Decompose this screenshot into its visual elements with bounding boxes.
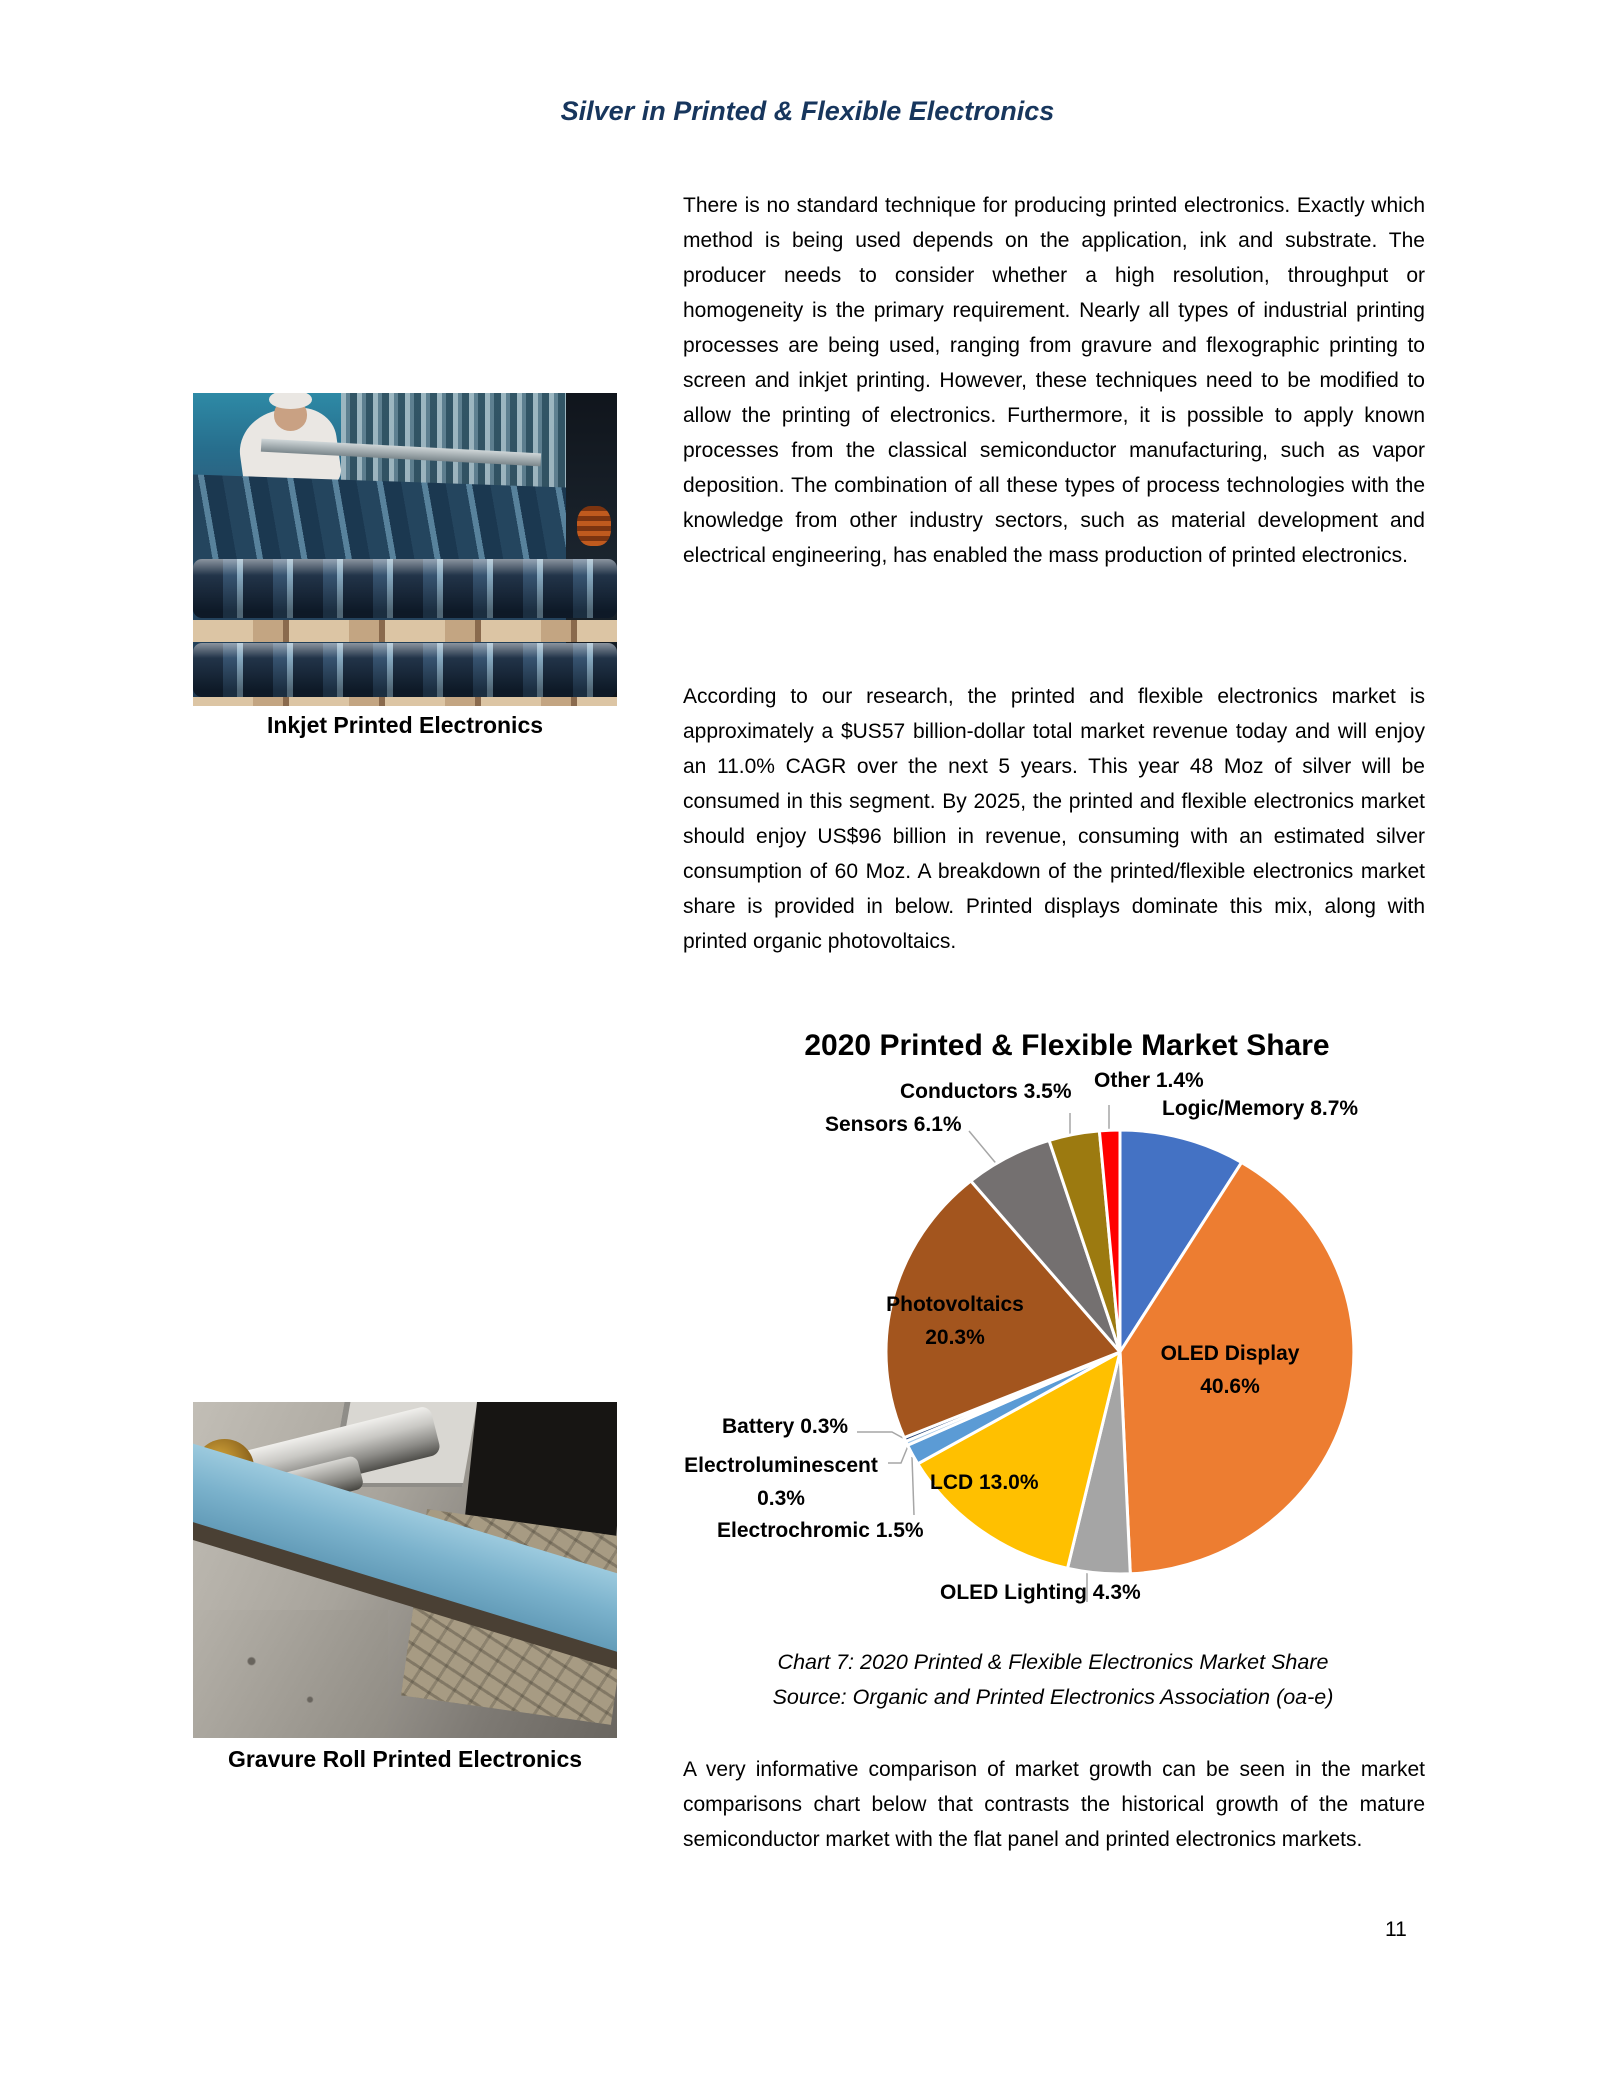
chart-caption-line2: Source: Organic and Printed Electronics Association (oa-e) — [772, 1685, 1334, 1709]
gravure-photo-caption: Gravure Roll Printed Electronics — [227, 1746, 583, 1772]
page-number: 11 — [1385, 1918, 1407, 1941]
page-header-title: Silver in Printed & Flexible Electronics — [560, 96, 1055, 126]
body-paragraph-1: There is no standard technique for producing printed electronics. Exactly which method is being used depends on the application, ink and substrate. The producer needs to consider whether a high resolution, throughput or homogeneity is the primary requirement. Nearly all types of industrial printing processes are being used, ranging from gravure and flexographic printing to screen and inkjet printing. However, these techniques need to be modified to allow the printing of electronics. Furthermore, it is possible to apply known processes from the classical semiconductor manufacturing, such as vapor deposition. The combination of all these types of process technologies with the knowledge from other industry sectors, such as material development and electrical engineering, has enabled the mass production of printed electronics. — [683, 194, 1425, 567]
chart-title: 2020 Printed & Flexible Market Share — [804, 1029, 1330, 1062]
leader-line-electrochromic — [912, 1457, 914, 1515]
pie-label-oled-display-name: OLED Display — [1160, 1342, 1300, 1365]
pie-label-oled-display-pct: 40.6% — [1200, 1375, 1260, 1398]
chart-caption-line1: Chart 7: 2020 Printed & Flexible Electronics Market Share — [777, 1650, 1329, 1674]
inkjet-photo-caption: Inkjet Printed Electronics — [266, 712, 544, 738]
leader-line-battery — [857, 1432, 903, 1438]
body-paragraph-3: A very informative comparison of market growth can be seen in the market comparisons chart below that contrasts the historical growth of the mature semiconductor market with the flat panel and printed electronics markets. — [683, 1758, 1425, 1851]
pie-label-photovoltaics-name: Photovoltaics — [886, 1293, 1024, 1316]
pie-label-lcd: LCD 13.0% — [930, 1471, 1039, 1494]
pie-label-other: Other 1.4% — [1094, 1069, 1204, 1092]
pie-label-photovoltaics-pct: 20.3% — [925, 1326, 985, 1349]
pie-label-battery: Battery 0.3% — [722, 1415, 849, 1438]
substrate-band — [193, 620, 617, 642]
dark-block — [463, 1402, 617, 1536]
pie-label-conductors: Conductors 3.5% — [900, 1080, 1072, 1103]
pie-label-electrochromic: Electrochromic 1.5% — [717, 1519, 924, 1542]
pie-label-electroluminescent-name: Electroluminescent — [684, 1454, 878, 1477]
inkjet-printing-photo — [193, 393, 617, 706]
pie-label-sensors: Sensors 6.1% — [825, 1113, 962, 1136]
pie-label-logic-memory: Logic/Memory 8.7% — [1162, 1097, 1359, 1120]
pie-label-oled-display — [1130, 1337, 1330, 1403]
body-paragraph-2: According to our research, the printed and flexible electronics market is approximately a $US57 billion-dollar total market revenue today and will enjoy an 11.0% CAGR over the next 5 years. This year 48 Moz of silver will be consumed in this segment. By 2025, the printed and flexible electronics market should enjoy US$96 billion in revenue, consuming with an estimated silver consumption of 60 Moz. A breakdown of the printed/flexible electronics market share is provided in below. Printed displays dominate this mix, along with printed organic photovoltaics. — [683, 685, 1425, 953]
market-share-pie-chart — [660, 1025, 1420, 1650]
printed-roll-upper — [193, 559, 617, 618]
operator-cap — [269, 393, 311, 409]
pie-label-electroluminescent-pct: 0.3% — [757, 1487, 805, 1510]
gravure-roll-photo — [193, 1402, 617, 1738]
leader-line-electroluminescent — [888, 1446, 908, 1463]
substrate-band-bottom — [193, 697, 617, 706]
pie-label-oled-lighting: OLED Lighting 4.3% — [940, 1581, 1141, 1604]
pie-label-photovoltaics — [865, 1288, 1045, 1354]
orange-coil — [577, 506, 611, 547]
printed-roll-lower — [193, 643, 617, 696]
pie-label-electroluminescent — [675, 1449, 887, 1515]
chart-caption — [683, 1645, 1423, 1715]
work-table — [193, 1610, 388, 1738]
